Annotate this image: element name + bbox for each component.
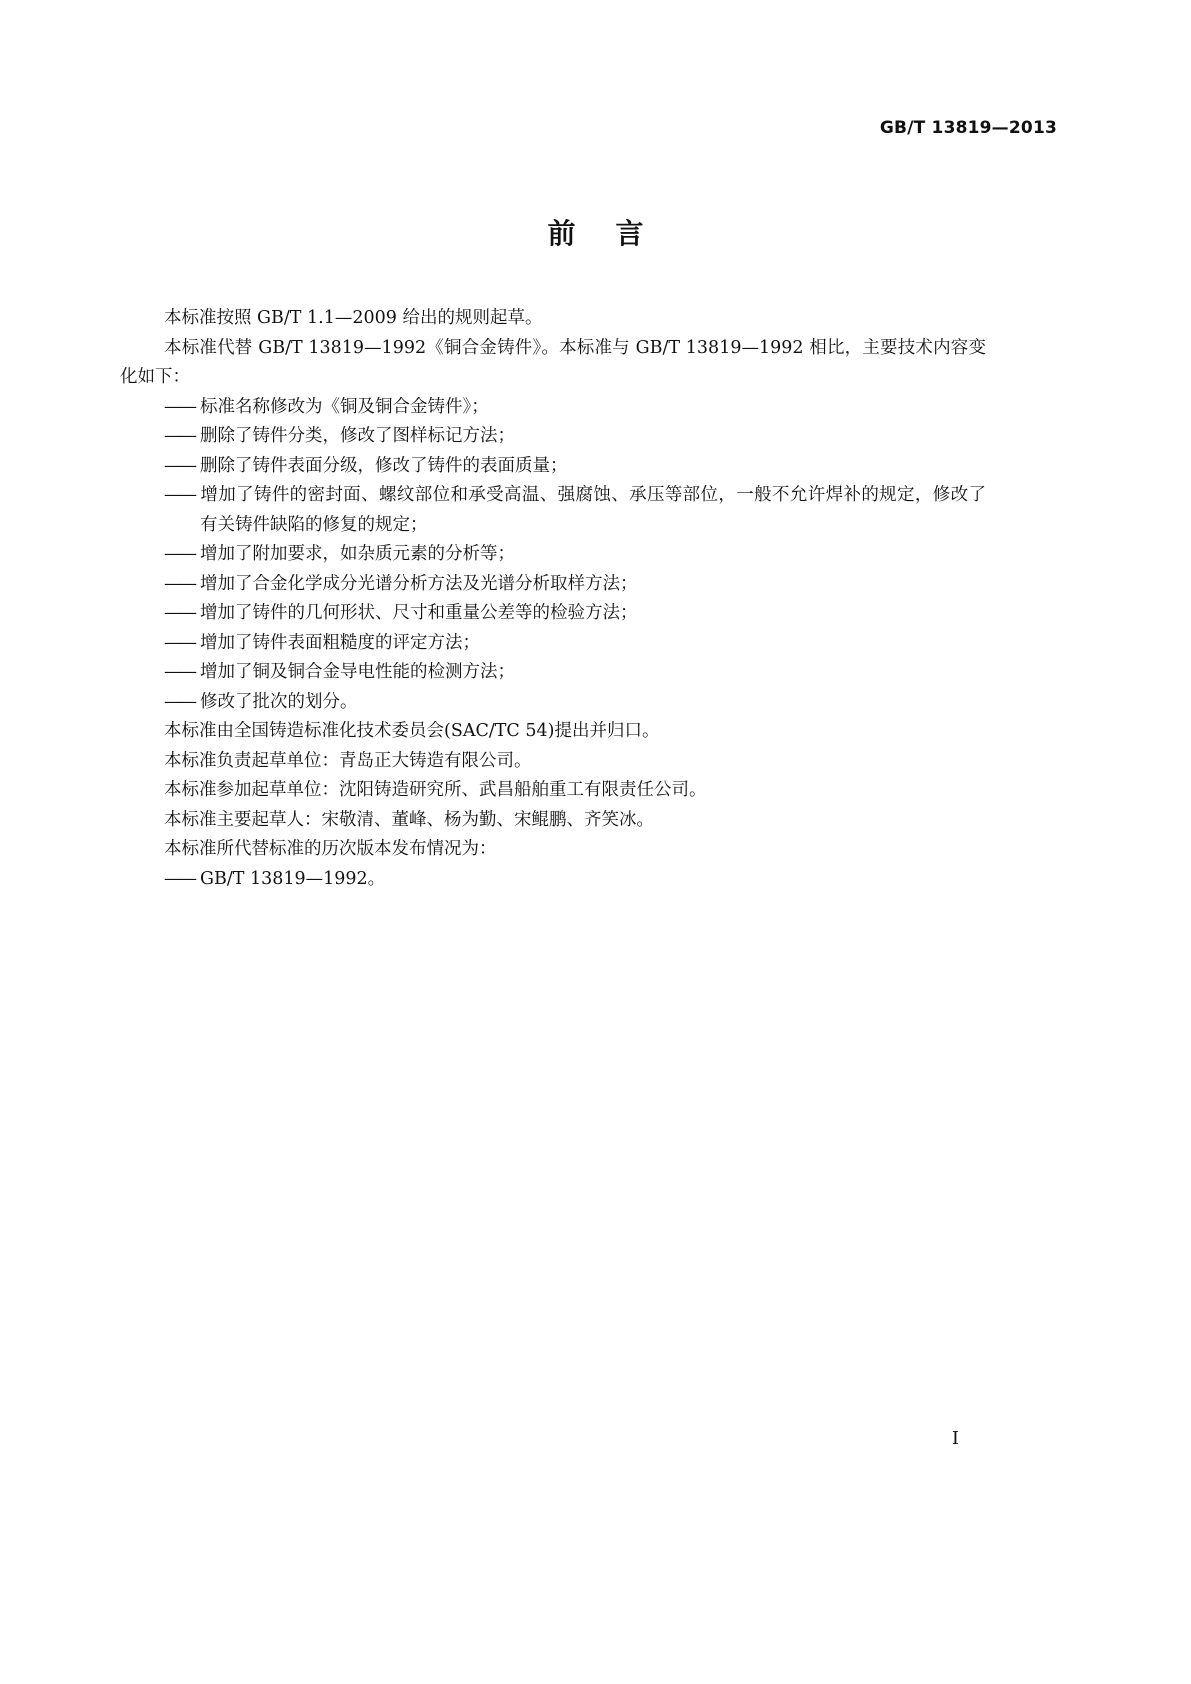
change-item-text: 修改了批次的划分。 (200, 691, 358, 712)
page-number: I (951, 1428, 959, 1449)
participating-units-statement: 本标准参加起草单位：沈阳铸造研究所、武昌船舶重工有限责任公司。 (164, 780, 707, 800)
dash-marker: —— (164, 662, 195, 682)
change-item-text: 删除了铸件分类，修改了图样标记方法； (200, 426, 515, 446)
change-item-text: 标准名称修改为《铜及铜合金铸件》； (200, 396, 489, 417)
change-item (120, 481, 986, 540)
history-item-text: GB/T 13819—1992。 (200, 868, 386, 889)
change-item (120, 688, 986, 718)
change-item (120, 599, 986, 629)
change-item-text: 增加了铜及铜合金导电性能的检测方法； (200, 662, 515, 682)
dash-marker: —— (164, 455, 195, 476)
change-item-text: 增加了铸件的密封面、螺纹部位和承受高温、强腐蚀、承压等部位，一般不允许焊补的规定，修改了有关铸件缺陷的修复的规定； (200, 485, 986, 535)
change-item-text: 增加了附加要求，如杂质元素的分析等； (200, 544, 515, 564)
dash-marker: —— (164, 691, 195, 712)
change-item-text: 增加了合金化学成分光谱分析方法及光谱分析取样方法； (200, 573, 638, 594)
change-item-text: 删除了铸件表面分级，修改了铸件的表面质量； (200, 455, 568, 476)
dash-marker: —— (164, 573, 195, 594)
dash-marker: —— (164, 485, 195, 505)
replacement-paragraph: 本标准代替 GB/T 13819—1992《铜合金铸件》。本标准与 GB/T 13819—1992 相比，主要技术内容变化如下： (120, 337, 986, 387)
change-item (120, 540, 986, 570)
dash-marker: —— (164, 396, 195, 417)
change-item (120, 658, 986, 688)
page-title: 前言 (547, 217, 684, 250)
change-item (120, 422, 986, 452)
foreword-body (120, 304, 986, 894)
responsible-unit-statement: 本标准负责起草单位：青岛正大铸造有限公司。 (164, 750, 532, 771)
change-item (120, 393, 986, 423)
change-item-text: 增加了铸件表面粗糙度的评定方法； (200, 632, 480, 653)
change-item (120, 452, 986, 482)
proposer-statement: 本标准由全国铸造标准化技术委员会(SAC/TC 54)提出并归口。 (164, 721, 660, 741)
dash-marker: —— (164, 426, 195, 446)
dash-marker: —— (164, 632, 195, 653)
history-item (120, 865, 986, 895)
dash-marker: —— (164, 544, 195, 564)
change-item (120, 570, 986, 600)
standard-number-header: GB/T 13819—2013 (879, 118, 1057, 138)
drafters-statement: 本标准主要起草人：宋敬清、董峰、杨为勤、宋鲲鹏、齐笑冰。 (164, 809, 654, 830)
dash-marker: —— (164, 868, 195, 889)
change-item-text: 增加了铸件的几何形状、尺寸和重量公差等的检验方法； (200, 603, 638, 623)
dash-marker: —— (164, 603, 195, 623)
drafting-rules-paragraph: 本标准按照 GB/T 1.1—2009 给出的规则起草。 (164, 308, 543, 328)
change-item (120, 629, 986, 659)
history-intro-statement: 本标准所代替标准的历次版本发布情况为： (164, 839, 497, 859)
